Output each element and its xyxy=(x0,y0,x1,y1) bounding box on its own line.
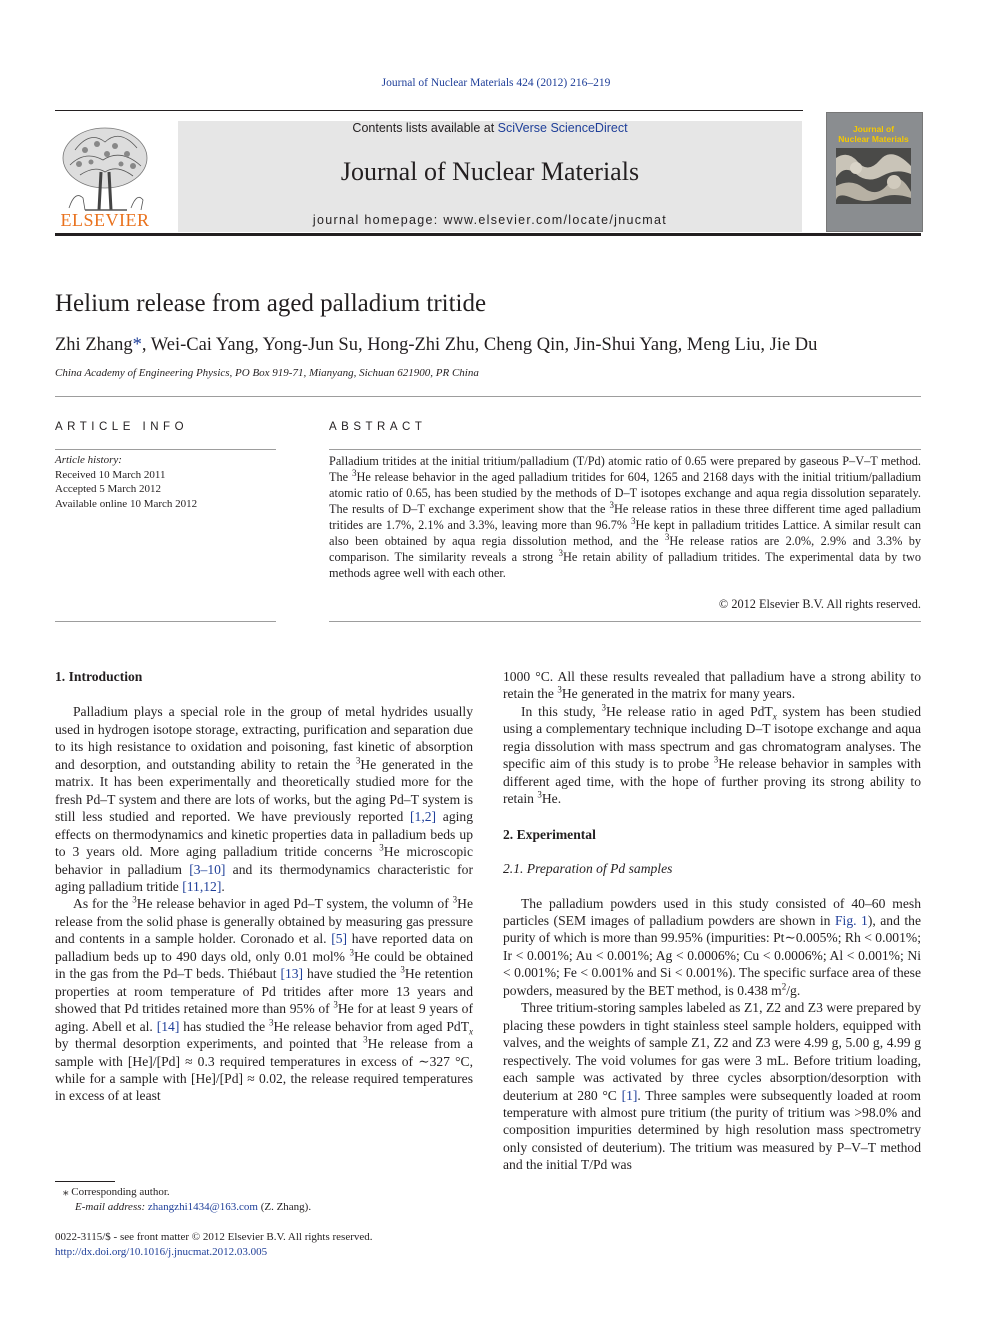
article-info-rule xyxy=(55,449,276,450)
abstract-rule xyxy=(329,449,921,450)
homepage-url[interactable]: www.elsevier.com/locate/jnucmat xyxy=(443,213,668,227)
email-link[interactable]: zhangzhi1434@163.com xyxy=(147,1201,258,1213)
paragraph: 1000 °C. All these results revealed that palladium have a strong ability to retain the $^3$He generated in the matrix for many years. xyxy=(503,669,921,702)
section-heading: 2. Experimental xyxy=(503,826,596,842)
issn-line: 0022-3115/$ - see front matter © 2012 Elsevier B.V. All rights reserved. xyxy=(55,1231,373,1243)
reference-link[interactable]: [3–10] xyxy=(189,861,226,877)
page-footer xyxy=(55,1230,373,1259)
accepted-date: Accepted 5 March 2012 xyxy=(55,483,161,495)
abstract-text: Palladium tritides at the initial tritium/palladium (T/Pd) atomic ratio of 0.65 were prepared by gaseous P–V–T method. The $^3$He release behavior in the aged palladium tritides for 604, 1265 and 2168 days with the initial tritium/palladium atomic ratio of 0.65, has been studied by the methods of D–T isotopes exchange and aqua regia dissolution separately. The results of D–T exchange experiment show that the $^3$He release ratios in these three different time aged palladium tritides are 1.7%, 2.1% and 3.3%, leaving more than 96.7% $^3$He kept in palladium tritides Lattice. A similar result can also been obtained by aqua regia dissolution method, and the $^3$He release ratios are 2.0%, 2.9% and 3.3% by comparison. The similarity reveals a strong $^3$He retain ability of palladium tritides. The experimental data by two methods agree well with each other. xyxy=(329,454,922,580)
copyright-notice: © 2012 Elsevier B.V. All rights reserved. xyxy=(718,597,921,611)
reference-link[interactable]: [11,12] xyxy=(182,878,222,894)
author[interactable]: Zhi Zhang xyxy=(55,335,133,355)
author[interactable]: Cheng Qin xyxy=(483,335,565,355)
cover-title xyxy=(826,124,921,144)
online-date: Available online 10 March 2012 xyxy=(55,497,198,510)
email-label: E-mail address: xyxy=(75,1201,148,1213)
cover-title-line1: Journal of xyxy=(852,124,895,134)
author[interactable]: Hong-Zhi Zhu xyxy=(367,335,475,355)
article-info-rule-bottom xyxy=(55,621,276,622)
paragraph: As for the $^3$He release behavior in aged Pd–T system, the volumn of $^3$He release from the solid phase is generally obtained by measuring gas pressure and contents in a sample holder. Coronado et al. [5] have reported data on palladium beds up to 490 days old, only 0.01 mol% $^3$He could be obtained in the gas from the Pd–T beds. Thiébaut [13] have studied the $^3$He retention properties at room temperature of Pd tritides after more 13 years and showed that Pd tritides retained more than 95% of $^3$He for at least 9 years of aging. Abell et al. [14] has studied the $^3$He release behavior from aged PdT$_x$ by thermal desorption experiments, and pointed that $^3$He release from a sample with [He]/[Pd] ≈ 0.3 required temperatures in excess of ∼327 °C, while for a sample with [He]/[Pd] ≈ 0.02, the release required temperatures in excess of at least xyxy=(55,894,473,1104)
header-rule xyxy=(55,110,803,111)
doi-link[interactable]: http://dx.doi.org/10.1016/j.jnucmat.2012.03.005 xyxy=(55,1245,268,1258)
article-title: Helium release from aged palladium tritide xyxy=(55,290,487,317)
email-line xyxy=(55,1200,311,1215)
reference-link[interactable]: [1] xyxy=(621,1087,638,1103)
author[interactable]: Jie Du xyxy=(769,335,818,355)
reference-link[interactable]: [5] xyxy=(331,931,348,947)
paragraph: Palladium plays a special role in the group of metal hydrides usually used in hydrogen isotope storage, extracting, purification and separation due to its high resistance to oxidation and poisoning, fast kinetic of absorption and desorption, and outstanding ability to retain the $^3$He generated in the matrix. It has been experimentally and theoretically studied more for the fresh Pd–T system and there are lots of works, but the aging Pd–T system is still less studied and reported. We have previously reported [1,2] aging effects on thermodynamics and kinetic properties data in palladium beds up to 3 years old. More aging palladium tritide concerns $^3$He microscopic behavior in palladium [3–10] and its thermodynamics characteristic for aging palladium tritide [11,12]. xyxy=(55,704,473,894)
corresponding-mark[interactable]: * xyxy=(132,335,142,355)
author[interactable]: Meng Liu xyxy=(686,335,761,355)
author[interactable]: Jin-Shui Yang xyxy=(573,335,678,355)
affiliation: China Academy of Engineering Physics, PO Box 919-71, Mianyang, Sichuan 621900, PR China xyxy=(55,367,479,379)
abstract-rule-bottom xyxy=(329,621,921,622)
figure-link[interactable]: Fig. 1 xyxy=(834,912,868,928)
section-heading: 1. Introduction xyxy=(55,669,143,684)
abstract-heading: ABSTRACT xyxy=(329,421,427,433)
cover-title-line2: Nuclear Materials xyxy=(838,134,909,144)
body-column-left xyxy=(55,668,473,1105)
author-list: Zhi Zhang*, Wei-Cai Yang, Yong-Jun Su, Hong-Zhi Zhu, Cheng Qin, Jin-Shui Yang, Meng Liu, Jie Du xyxy=(55,335,818,355)
sciencedirect-link[interactable]: SciVerse ScienceDirect xyxy=(497,121,628,135)
cover-micrograph xyxy=(836,148,911,204)
corresponding-author-note: ⁎ Corresponding author. xyxy=(63,1186,170,1198)
affiliation-rule xyxy=(55,396,921,397)
history-label: Article history: xyxy=(55,454,122,466)
elsevier-wordmark: ELSEVIER xyxy=(60,210,150,230)
reference-link[interactable]: [14] xyxy=(156,1018,180,1034)
article-info-heading: ARTICLE INFO xyxy=(55,421,189,433)
paragraph: In this study, $^3$He release ratio in aged PdT$_x$ system has been studied using a complementary technique including D–T isotope exchange and aqua regia dissolution with mass spectrum and gas chromatogram analyses. The specific aim of this study is to probe $^3$He release behavior in samples with different aged time, with the hope of further proving its strong ability to retain $^3$He. xyxy=(503,702,921,807)
email-suffix: (Z. Zhang). xyxy=(257,1201,312,1213)
paragraph: Three tritium-storing samples labeled as Z1, Z2 and Z3 were prepared by placing these powders in tight stainless steel sample holders, equipped with valves, and the weights of sample Z1, Z2 and Z3 were 4.99 g, 5.00 g, 4.99 g respectively. The void volumes for gas were 3 mL. Before tritium loading, each sample was activated by three cycles absorption/desorption with deuterium at 280 °C [1]. Three samples were subsequently loaded at room temperature with almost pure tritium (the purity of tritium was >98.0% and composition impurities determined by high resolution mass spectrometry only consisted of deuterium). The tritium was measured by P–V–T method and the initial T/Pd was xyxy=(503,1000,921,1173)
journal-citation[interactable]: Journal of Nuclear Materials 424 (2012) 216–219 xyxy=(381,77,611,89)
reference-link[interactable]: [13] xyxy=(280,966,304,982)
paragraph: The palladium powders used in this study consisted of 40–60 mesh particles (SEM images of palladium powders are shown in Fig. 1), and the purity of which is more than 99.95% (impurities: Pt∼0.005%; Rh < 0.001%; Ir < 0.001%; Au < 0.001%; Ag < 0.0006%; Cu < 0.0006%; Al < 0.001%; Ni < 0.001%; Fe < 0.001% and Si < 0.001%). The specific surface area of these powders, measured by the BET method, is 0.438 $m^2/g$. xyxy=(503,895,921,998)
author[interactable]: Wei-Cai Yang xyxy=(150,335,255,355)
subsection-heading: 2.1. Preparation of Pd samples xyxy=(503,861,673,877)
footnote xyxy=(55,1185,311,1215)
received-date: Received 10 March 2011 xyxy=(55,468,166,481)
homepage-prefix: journal homepage: xyxy=(312,213,444,227)
article-history xyxy=(55,453,197,511)
journal-name: Journal of Nuclear Materials xyxy=(340,157,640,186)
homepage-line xyxy=(178,213,802,227)
reference-link[interactable]: [1,2] xyxy=(410,809,437,825)
header-thick-rule xyxy=(55,233,921,236)
footnote-rule xyxy=(55,1181,115,1182)
contents-prefix: Contents lists available at xyxy=(352,121,498,135)
contents-line xyxy=(178,121,802,135)
body-column-right xyxy=(503,668,921,1174)
author[interactable]: Yong-Jun Su xyxy=(262,335,358,355)
